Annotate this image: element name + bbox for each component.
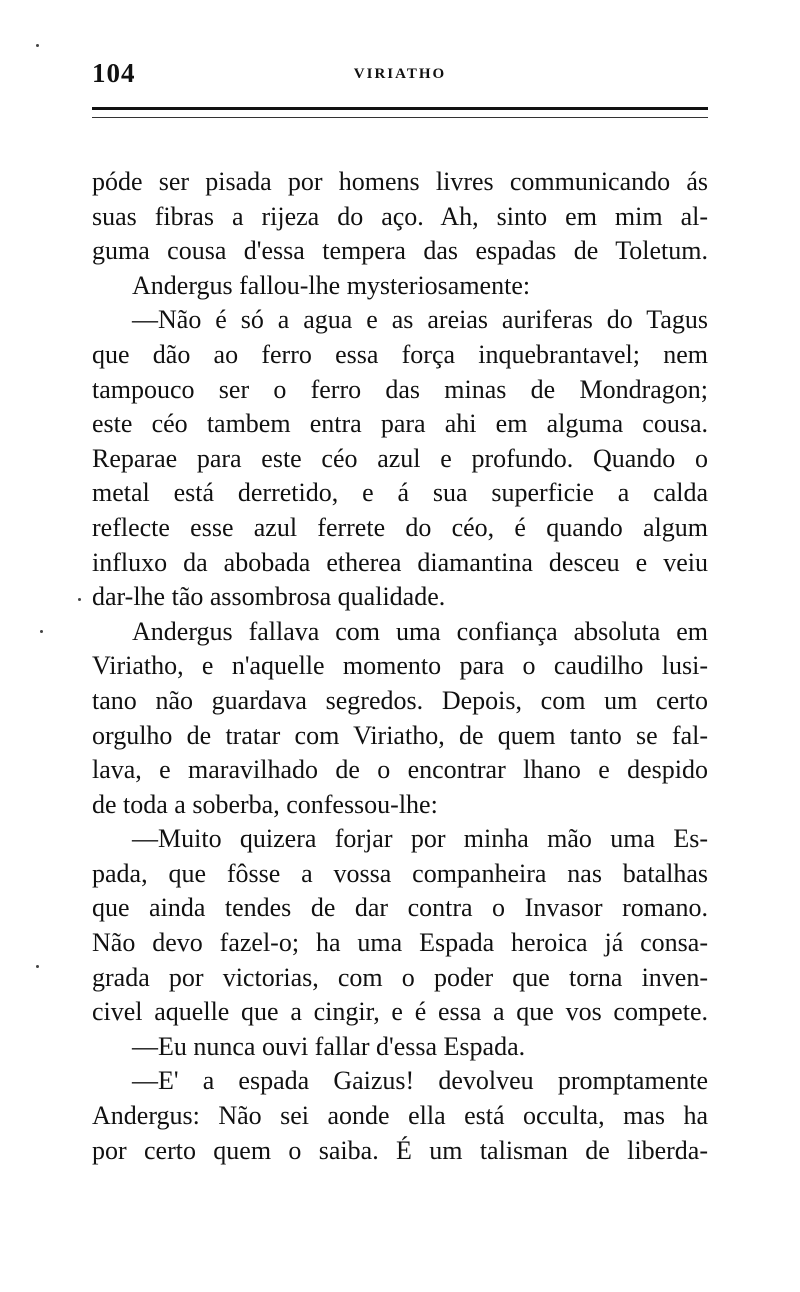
text-line: Andergus fallava com uma confiança absoluta em: [132, 616, 708, 646]
text-line: —E' a espada Gaizus! devolveu promptamente: [132, 1066, 708, 1096]
text-line: póde ser pisada por homens livres communicando ás: [92, 167, 708, 196]
text-line: pada, que fôsse a vossa companheira nas batalhas: [92, 858, 708, 888]
header-rule-thin: [92, 117, 708, 118]
text-line: Andergus: Não sei aonde ella está occulta, mas ha: [92, 1101, 708, 1131]
text-line: grada por victorias, com o poder que torna inven-: [92, 962, 708, 992]
text-line: tampouco ser o ferro das minas de Mondragon;: [92, 374, 708, 404]
scan-speck: [36, 965, 39, 968]
text-line: Reparae para este céo azul e profundo. Quando o: [92, 443, 708, 473]
text-line: metal está derretido, e á sua superficie a calda: [92, 478, 708, 508]
text-line: lava, e maravilhado de o encontrar lhano e despido: [92, 755, 708, 785]
running-title: VIRIATHO: [353, 66, 447, 82]
text-line: que dão ao ferro essa força inquebrantavel; nem: [92, 339, 708, 369]
text-line: este céo tambem entra para ahi em alguma cousa.: [92, 409, 708, 439]
text-line: por certo quem o saiba. É um talisman de liberda-: [92, 1135, 708, 1165]
text-line: orgulho de tratar com Viriatho, de quem tanto se fal-: [92, 720, 708, 750]
text-line: Viriatho, e n'aquelle momento para o caudilho lusi-: [92, 651, 708, 681]
page-number: 104: [92, 58, 136, 88]
text-line: guma cousa d'essa tempera das espadas de Toletum.: [92, 236, 708, 266]
text-line: suas fibras a rijeza do aço. Ah, sinto em mim al-: [92, 201, 708, 231]
header-rule-thick: [92, 107, 708, 110]
text-line: tano não guardava segredos. Depois, com um certo: [92, 685, 708, 715]
scan-speck: [36, 44, 39, 47]
text-line: —Muito quizera forjar por minha mão uma Es-: [132, 824, 708, 854]
body-text: [92, 165, 708, 1168]
text-line: que ainda tendes de dar contra o Invasor romano.: [92, 893, 708, 923]
text-line: Andergus fallou-lhe mysteriosamente:: [132, 270, 531, 300]
scan-speck: [78, 598, 81, 601]
text-line: —Não é só a agua e as areias auriferas do Tagus: [132, 305, 708, 335]
text-line: reflecte esse azul ferrete do céo, é quando algum: [92, 512, 708, 542]
text-line: dar-lhe tão assombrosa qualidade.: [92, 582, 446, 612]
text-line: Não devo fazel-o; ha uma Espada heroica já consa-: [92, 928, 708, 958]
text-line: civel aquelle que a cingir, e é essa a que vos compete.: [92, 997, 708, 1027]
text-line: influxo da abobada etherea diamantina desceu e veiu: [92, 547, 708, 577]
page-header: [92, 58, 708, 94]
text-line: —Eu nunca ouvi fallar d'essa Espada.: [132, 1031, 526, 1061]
scan-speck: [40, 630, 43, 633]
text-line: de toda a soberba, confessou-lhe:: [92, 789, 438, 819]
